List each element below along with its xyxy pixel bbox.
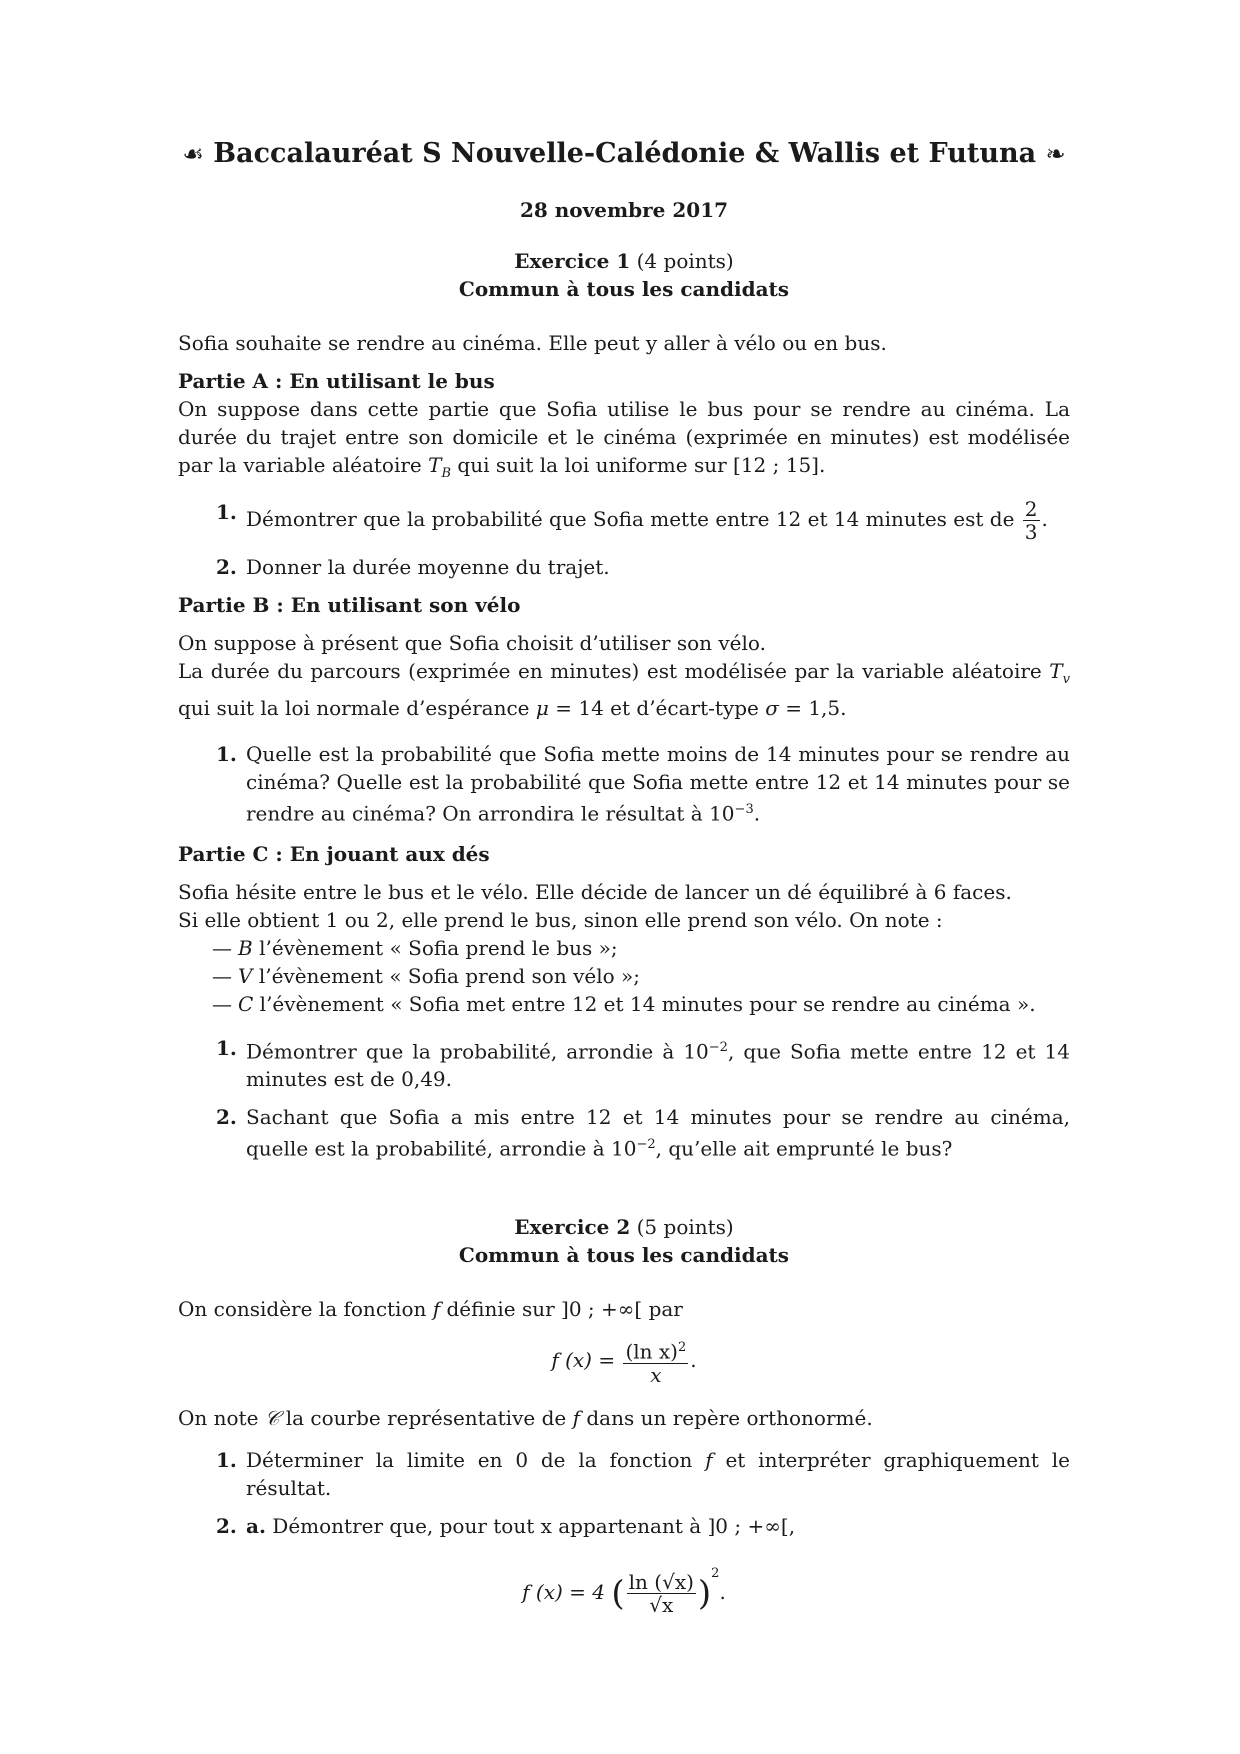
event-var: C (238, 991, 254, 1016)
formula-f-definition (178, 1337, 1070, 1386)
part-a-q1: 1. Démontrer que la probabilité que Sofia mette entre 12 et 14 minutes est de $\frac{2}{3}$ . (216, 497, 1048, 544)
event-text: l’évènement « Sofia prend le bus »; (259, 935, 618, 960)
part-b-line2-b: qui suit la loi normale d’espérance (178, 696, 530, 720)
part-a-q1-text: Démontrer que la probabilité que Sofia mette entre 12 et 14 minutes est de (246, 507, 1015, 531)
part-c-q1-num: 1. (216, 1035, 237, 1060)
event-text: l’évènement « Sofia prend son vélo »; (258, 963, 640, 988)
exercise-1-intro: Sofia souhaite se rendre au cinéma. Elle peut y aller à vélo ou en bus. (178, 331, 887, 355)
event-item (178, 962, 1070, 990)
var-tb (428, 453, 452, 481)
ex2-q1-num: 1. (216, 1447, 237, 1472)
formula1-denominator: x (650, 1362, 662, 1387)
formula1-numerator (623, 1337, 688, 1364)
part-c-line2: Si elle obtient 1 ou 2, elle prend le bus, sinon elle prend son vélo. On note : (178, 907, 943, 932)
frac-num: 2 (1024, 497, 1038, 521)
event-dash: — (212, 991, 232, 1016)
part-b-line1: On suppose à présent que Sofia choisit d’utiliser son vélo. (178, 631, 766, 655)
part-b-q1-exp: −3 (734, 802, 754, 817)
ex2-q2-num: 2. (216, 1513, 237, 1538)
mu-symbol: μ (535, 696, 549, 720)
ornament-right-icon: ❧ (1045, 140, 1066, 168)
title-text: Baccalauréat S Nouvelle-Calédonie & Wallis et Futuna (213, 138, 1037, 169)
part-c-q1-a: Démontrer que la probabilité, arrondie à 10 (246, 1039, 709, 1064)
ornament-left-icon: ☙ (182, 140, 204, 168)
part-c-q2 (178, 1103, 1070, 1163)
part-a-text (178, 395, 1070, 488)
part-b-q1: 1. Quelle est la probabilité que Sofia mette moins de 14 minutes pour se rendre au cinéma? Quelle est la probabilité que Sofia mette entre 12 et 14 minutes pour se rendre au cinéma? On arrondira le résultat à $10^{-3}$. (216, 742, 1070, 826)
exam-date: 28 novembre 2017 (519, 198, 729, 222)
part-a-text-2: qui suit la loi uniforme sur [12 ; 15]. (457, 453, 826, 477)
formula-f-rewrite (178, 1560, 1070, 1616)
part-a-q2 (178, 553, 1070, 581)
exercise-2-audience: Commun à tous les candidats (458, 1242, 790, 1267)
section-gap (178, 1173, 1070, 1213)
formula2-exp: 2 (711, 1565, 720, 1581)
formula2-paren-left: ( (611, 1573, 625, 1614)
formula1-num-exp: 2 (678, 1339, 687, 1355)
part-b-q1-num: 1. (216, 742, 237, 766)
var-tv-letter: T (1049, 659, 1063, 683)
curve-note-b: la courbe représentative de (285, 1405, 567, 1430)
ex2-q2 (178, 1512, 1070, 1540)
var-tb-letter: T (428, 453, 442, 477)
ex2-intro-b: définie sur ]0 ; +∞[ par (446, 1296, 683, 1321)
part-a-questions (178, 498, 1070, 581)
ex2-q1-f: f (705, 1447, 713, 1472)
event-var: V (238, 963, 253, 988)
curve-note (178, 1404, 1070, 1432)
event-dash: — (212, 935, 232, 960)
mu-value: = 14 et d’écart-type (555, 696, 759, 720)
part-c-title: Partie C : En jouant aux dés (178, 841, 490, 866)
part-c-q2-a: Sachant que Sofia a mis entre 12 et 14 minutes pour se rendre au cinéma, quelle est la probabilité, arrondie à 10 (246, 1105, 1070, 1161)
formula1-fraction (623, 1337, 688, 1386)
formula1-end: . (690, 1347, 697, 1372)
ex2-intro-a: On considère la fonction (178, 1296, 427, 1321)
exercise-1-heading (178, 247, 1070, 303)
ex2-q1 (178, 1446, 1070, 1502)
formula2-denominator: √x (649, 1592, 674, 1617)
ex2-q2-text: Démontrer que, pour tout x appartenant à ]0 ; +∞[, (272, 1513, 796, 1538)
exercise-2-questions (178, 1446, 1070, 1540)
event-dash: — (212, 963, 232, 988)
event-var: B (238, 935, 253, 960)
exercise-1-points: (4 points) (636, 249, 734, 273)
part-a-q2-num: 2. (216, 555, 237, 579)
event-text: l’évènement « Sofia met entre 12 et 14 minutes pour se rendre au cinéma ». (259, 991, 1036, 1016)
part-b-q1-text: Quelle est la probabilité que Sofia mette moins de 14 minutes pour se rendre au cinéma? Quelle est la probabilité que Sofia mette entre 12 et 14 minutes pour se rendre au cinéma? On arrondira le résultat à 10 (246, 742, 1070, 826)
ex2-q1-text-b: et interpréter graphiquement le résultat. (246, 1447, 1071, 1500)
formula1-lhs: f (x) = (551, 1347, 616, 1372)
exercise-2-points: (5 points) (636, 1214, 734, 1239)
ex2-q1-text-a: Déterminer la limite en 0 de la fonction (246, 1447, 693, 1472)
fraction-two-thirds (1023, 498, 1040, 543)
exercise-1-label: Exercice 1 (514, 249, 631, 273)
part-c-line1: Sofia hésite entre le bus et le vélo. Elle décide de lancer un dé équilibré à 6 faces. (178, 879, 1012, 904)
formula2-lhs: f (x) = 4 (522, 1579, 606, 1604)
exercise-1-audience: Commun à tous les candidats (458, 277, 790, 301)
var-tv (1049, 659, 1070, 687)
formula2-numerator: ln (√x) (628, 1569, 694, 1594)
part-c-questions (178, 1034, 1070, 1163)
formula2-paren-right: ) (697, 1573, 712, 1614)
formula1-num-text: (ln x) (625, 1339, 678, 1364)
curve-symbol: 𝒞 (264, 1405, 280, 1430)
part-a-q2-text: Donner la durée moyenne du trajet. (246, 555, 610, 579)
exercise-2-label: Exercice 2 (514, 1214, 631, 1239)
part-c-q1-b: , que Sofia mette entre 12 et 14 minutes est de 0,49. (246, 1039, 1070, 1092)
part-c-events (178, 934, 1070, 1018)
part-c-q2-exp: −2 (636, 1137, 656, 1153)
exercise-2-heading (178, 1213, 1070, 1269)
formula2-fraction (627, 1571, 696, 1616)
formula2-end: . (719, 1579, 726, 1604)
part-a-text-1: On suppose dans cette partie que Sofia utilise le bus pour se rendre au cinéma. La durée du trajet entre son domicile et le cinéma (exprimée en minutes) est modélisée par la variable aléatoire (178, 397, 1070, 477)
event-item (178, 934, 1070, 962)
event-item (178, 990, 1070, 1018)
part-b-line2-a: La durée du parcours (exprimée en minutes) est modélisée par la variable aléatoire (178, 659, 1042, 683)
part-b-line2 (178, 657, 1070, 722)
document-page (178, 140, 1070, 1634)
part-c-q2-b: , qu’elle ait emprunté le bus? (655, 1136, 953, 1161)
frac-den: 3 (1024, 520, 1038, 544)
var-tb-sub: B (441, 466, 452, 481)
ex2-q2-sub: a. (246, 1513, 266, 1538)
part-c-q1-exp: −2 (708, 1039, 728, 1055)
curve-f-symbol: f (572, 1405, 580, 1430)
part-b-title: Partie B : En utilisant son vélo (178, 593, 521, 617)
part-b-questions (178, 740, 1070, 828)
ex2-f-symbol: f (432, 1296, 441, 1321)
part-c-q2-num: 2. (216, 1105, 237, 1130)
part-c-q1 (178, 1034, 1070, 1094)
var-tv-sub: v (1062, 672, 1070, 687)
part-a-q1-num: 1. (216, 500, 237, 524)
exercise-2-intro (178, 1295, 1070, 1323)
curve-note-c: dans un repère orthonormé. (586, 1405, 873, 1430)
sigma-value: = 1,5. (785, 696, 847, 720)
document-title (178, 140, 1070, 168)
part-a-title: Partie A : En utilisant le bus (178, 369, 495, 393)
sigma-symbol: σ (765, 696, 779, 720)
curve-note-a: On note (178, 1405, 259, 1430)
